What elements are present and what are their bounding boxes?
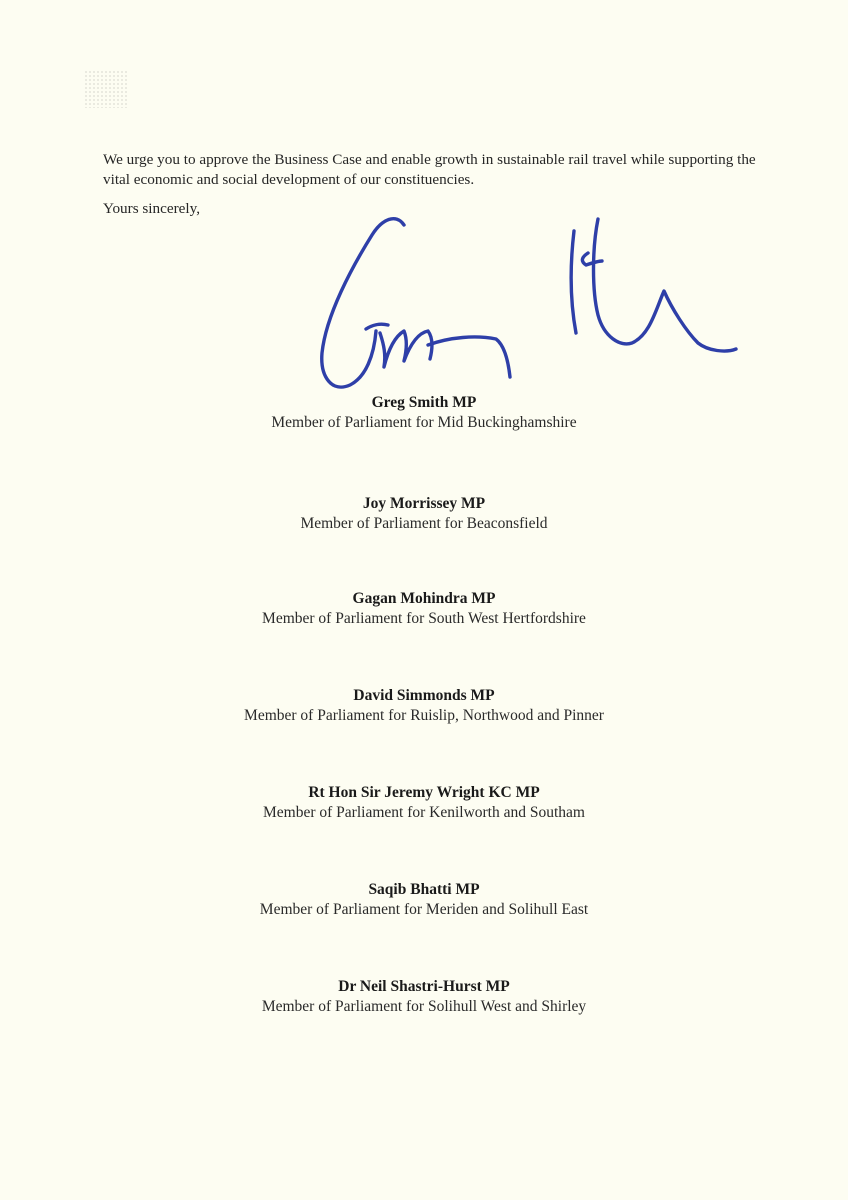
- signatory-name: Greg Smith MP: [371, 394, 477, 411]
- signatory-role: Member of Parliament for Ruislip, Northwood and Pinner: [244, 707, 604, 724]
- faint-watermark-mark: [84, 70, 128, 108]
- signature-stroke-tail: [428, 337, 510, 377]
- signatory-name: David Simmonds MP: [353, 687, 495, 704]
- signatory-block: [0, 589, 848, 629]
- signatory-role: Member of Parliament for Solihull West and Shirley: [261, 998, 587, 1015]
- signature-stroke-second-left: [571, 231, 576, 333]
- signatory-role: Member of Parliament for Beaconsfield: [300, 515, 548, 532]
- signatory-name: Joy Morrissey MP: [362, 495, 486, 512]
- signature-drawing: [300, 205, 750, 390]
- signatory-name: Dr Neil Shastri-Hurst MP: [338, 978, 510, 995]
- signatory-role: Member of Parliament for Mid Buckinghamshire: [271, 414, 577, 431]
- signatory-block: [0, 494, 848, 534]
- signatory-role: Member of Parliament for Kenilworth and Southam: [263, 804, 585, 821]
- signature-stroke-m: [380, 331, 432, 367]
- signatory-block: [0, 686, 848, 726]
- signatory-block: [0, 393, 848, 433]
- signatory-role: Member of Parliament for South West Hertfordshire: [262, 610, 586, 627]
- signatory-name: Saqib Bhatti MP: [368, 881, 480, 898]
- signature-stroke-g-bar: [366, 324, 388, 329]
- signatory-name: Gagan Mohindra MP: [352, 590, 496, 607]
- signatory-name: Rt Hon Sir Jeremy Wright KC MP: [308, 784, 540, 801]
- signature-stroke-g: [322, 219, 404, 387]
- signatory-role: Member of Parliament for Meriden and Solihull East: [259, 901, 589, 918]
- letter-body-paragraph: We urge you to approve the Business Case and enable growth in sustainable rail travel while supporting the vital economic and social development of our constituencies.: [103, 151, 756, 188]
- letter-closing: Yours sincerely,: [103, 200, 201, 217]
- signatory-block: [0, 880, 848, 920]
- handwritten-signatures: [300, 205, 750, 390]
- signatory-block: [0, 783, 848, 823]
- signature-stroke-second-loop: [594, 219, 737, 351]
- signatory-block: [0, 977, 848, 1017]
